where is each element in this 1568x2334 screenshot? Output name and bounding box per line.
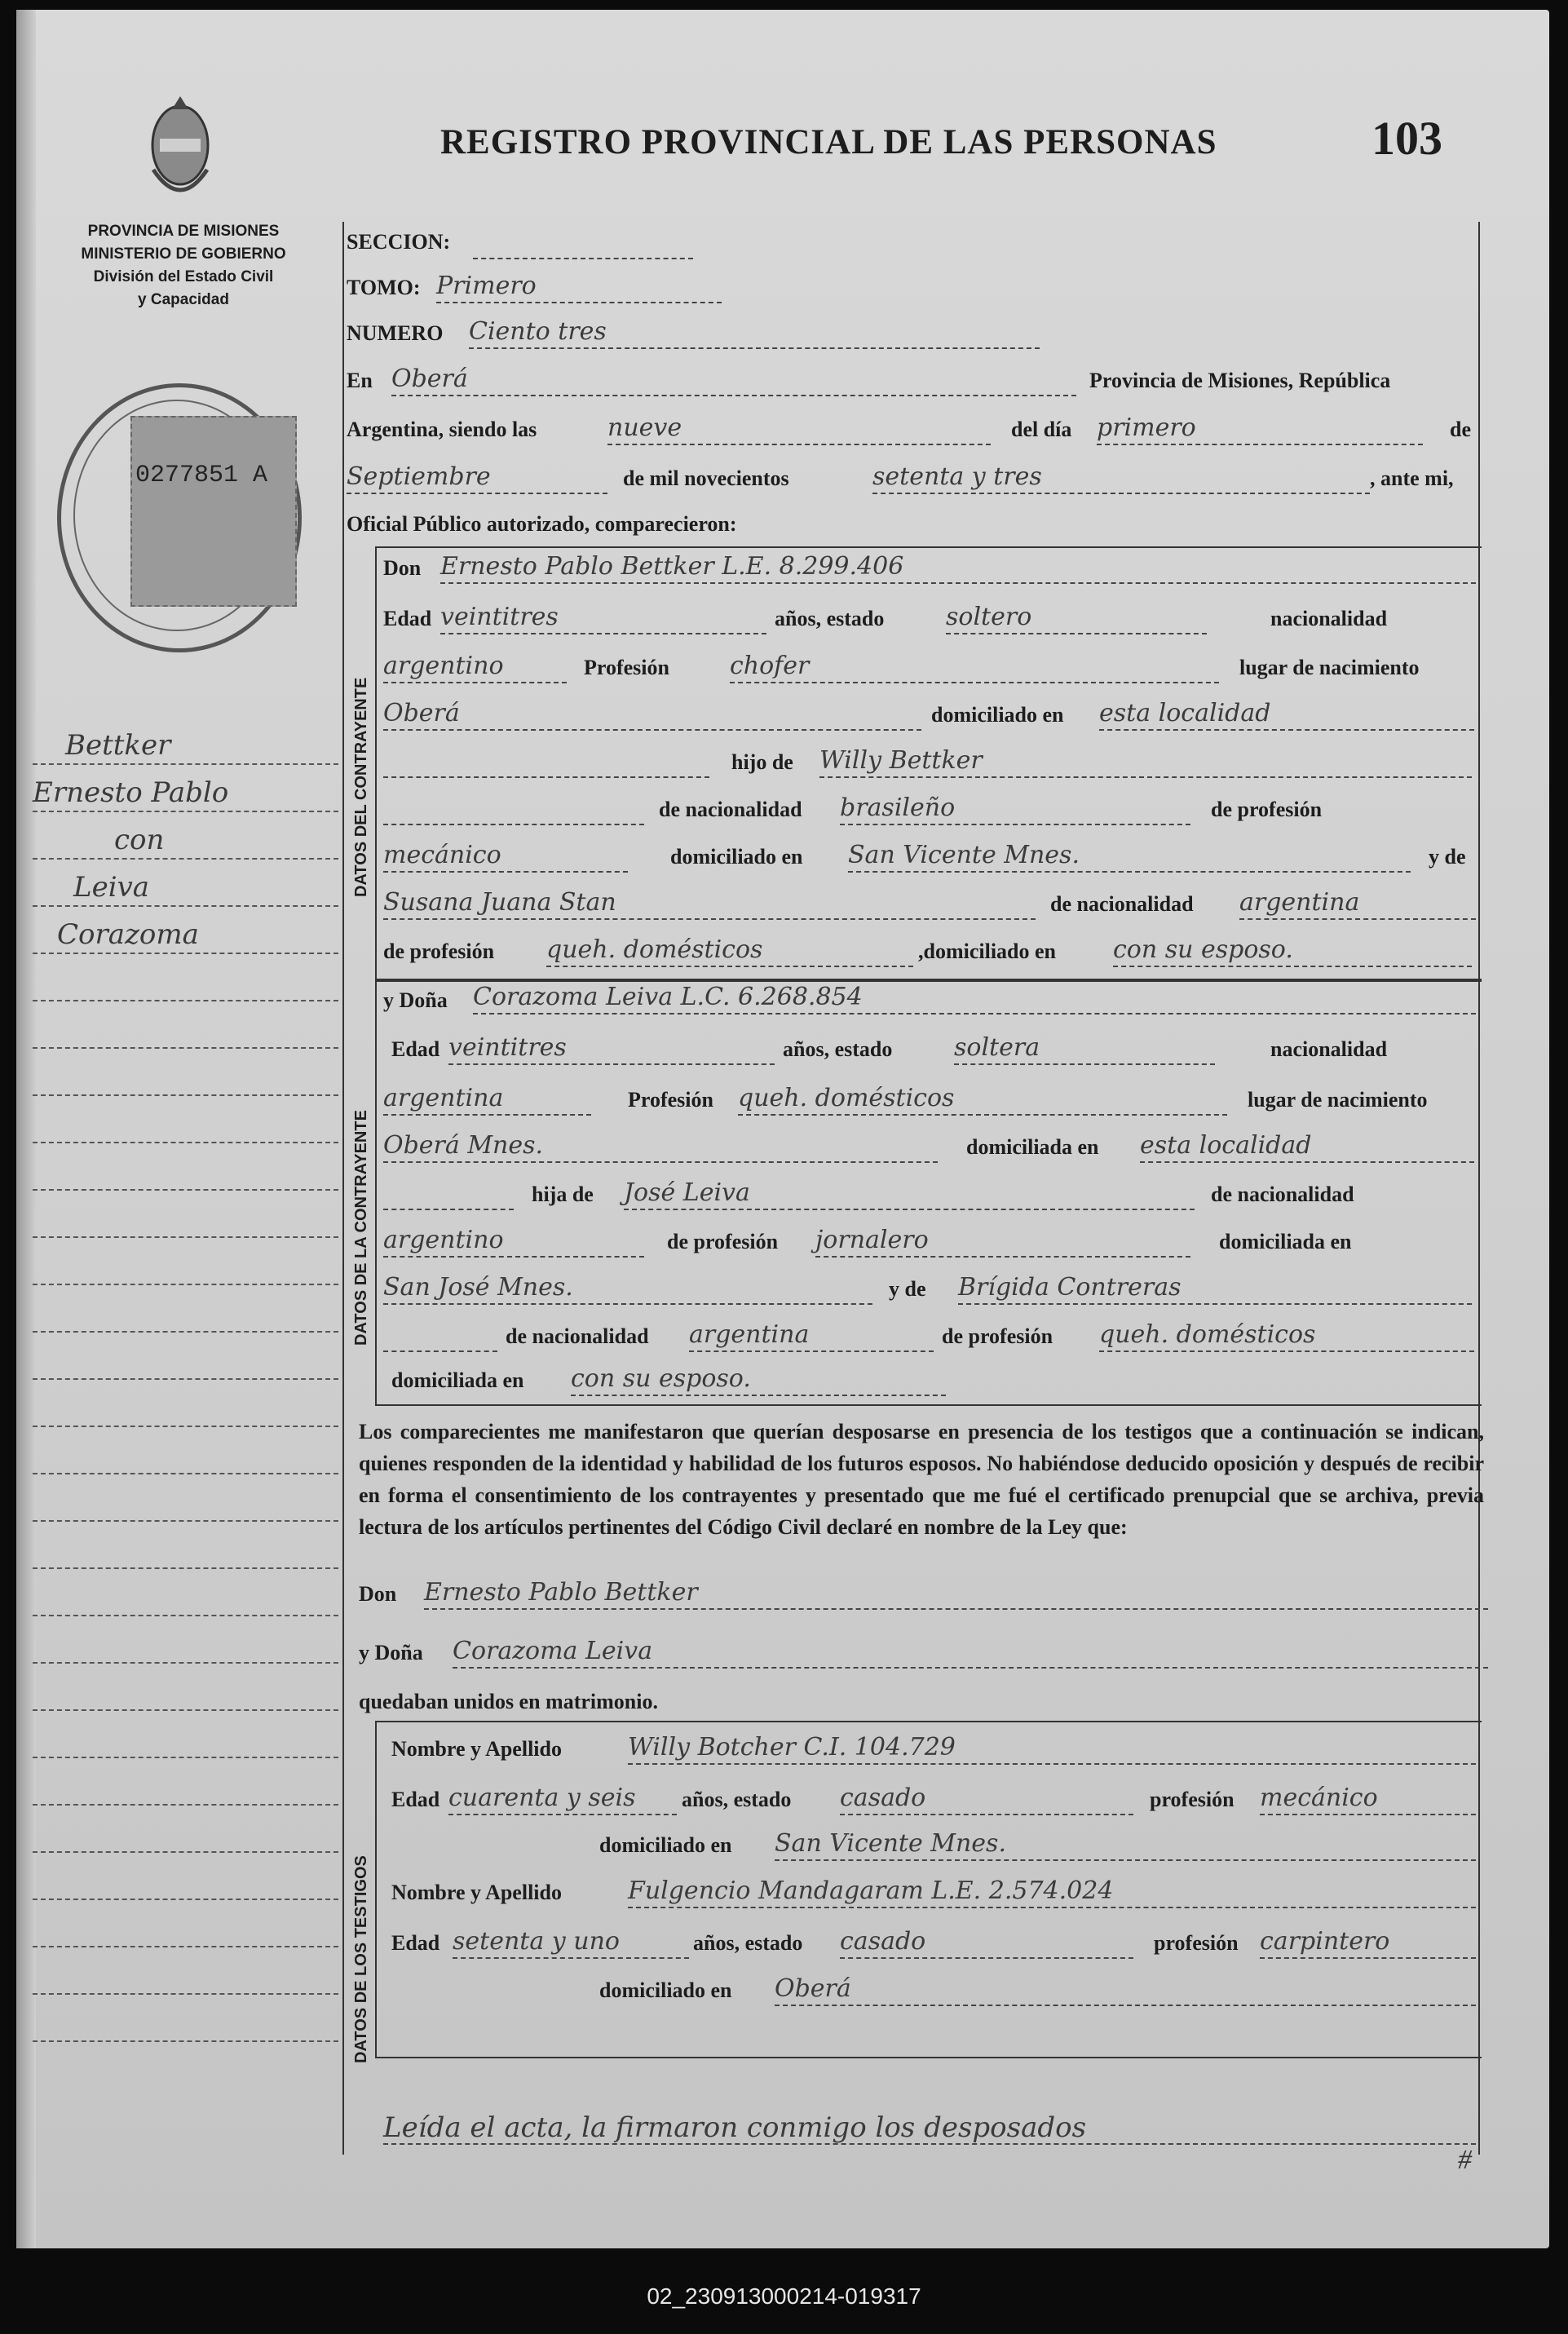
testigo2-estado-field[interactable]: casado [840,1928,1133,1959]
margin-line [33,1096,338,1143]
contrayenta-padre-field[interactable]: José Leiva [624,1179,1195,1210]
madre-nacionalidad-label: de nacionalidad [1050,892,1194,916]
contrayente-padre-nacionalidad-field[interactable]: brasileño [840,794,1190,825]
t2-profesion-label: profesión [1154,1931,1239,1955]
seccion-field[interactable] [473,228,693,259]
provincia-text: Provincia de Misiones, República [1089,369,1391,392]
margin-line [33,1333,338,1380]
madre-domiciliada-label: domiciliada en [391,1368,524,1392]
declaration-text: Los comparecientes me manifestaron que querían desposarse en presencia de los testigos que a continuación se indican, quienes responden de la identidad y habilidad de los futuros esposos. No habiéndose deducido oposición y después de recibir en forma el consentimiento de los contrayentes y presentado que me fué el certificado prenupcial que se archiva, previa lectura de los artículos pertinentes del Código Civil declaré en nombre de la Ley que: [359,1420,1484,1539]
t2-name-label: Nombre y Apellido [391,1881,562,1904]
contrayenta-padre-profesion-field[interactable]: jornalero [815,1227,1190,1258]
hora-field[interactable]: nueve [607,414,991,445]
dia-field[interactable]: primero [1097,414,1423,445]
contrayenta-madre-domicilio-field[interactable]: con su esposo. [571,1365,946,1396]
margin-note-surname: Bettker [65,729,171,762]
t1-profesion-label: profesión [1150,1788,1235,1811]
contrayenta-madre-field[interactable]: Brígida Contreras [958,1274,1472,1305]
argentina-label: Argentina, siendo las [347,418,537,441]
margin-line [33,1380,338,1427]
margin-note-bride-surname: Leiva [73,871,150,904]
contrayenta-madre-profesion-field[interactable]: queh. domésticos [1099,1321,1474,1352]
contrayenta-profesion-field[interactable]: queh. domésticos [738,1085,1227,1116]
numero-label: NUMERO [347,321,444,345]
issuer-province: PROVINCIA DE MISIONES [87,223,280,240]
margin-note-bride-name: Corazoma [57,918,199,951]
testigo1-name-field[interactable]: Willy Botcher C.I. 104.729 [628,1734,1476,1765]
margin-line [33,1947,338,1995]
tomo-field[interactable]: Primero [436,272,722,303]
margin-line [33,718,338,765]
padre-domiciliado-label: domiciliado en [670,845,803,869]
contrayente-name-field[interactable]: Ernesto Pablo Bettker L.E. 8.299.406 [440,553,1476,584]
blank-field [383,1179,514,1210]
t1-name-label: Nombre y Apellido [391,1737,562,1761]
revenue-stamp [130,416,297,607]
margin-line [33,860,338,907]
t2-anios-label: años, estado [693,1931,803,1955]
dona-label: y Doña [383,988,448,1012]
page-number: 103 [1371,112,1442,165]
testigo2-domicilio-field[interactable]: Oberá [775,1975,1476,2006]
margin-line [33,907,338,954]
mes-field[interactable]: Septiembre [347,463,607,494]
contrayenta-madre-nacionalidad-field[interactable]: argentina [689,1321,934,1352]
coat-of-arms-icon [145,88,215,210]
margin-line [33,1758,338,1806]
margin-line [33,1853,338,1900]
margin-line [33,1143,338,1191]
lugar-nacimiento-label: lugar de nacimiento [1239,656,1420,679]
contrayente-padre-profesion-field[interactable]: mecánico [383,842,628,873]
contrayente-edad-field[interactable]: veintitres [440,603,766,634]
margin-line [33,1995,338,2042]
margin-line [33,1616,338,1664]
anios-estado-label: años, estado [775,607,885,630]
edad-label: Edad [391,1037,440,1061]
padre-profesion-label: de profesión [667,1230,779,1253]
tomo-label: TOMO: [347,276,421,299]
t1-anios-label: años, estado [682,1788,792,1811]
issuer-capacity: y Capacidad [138,291,229,308]
don-label: Don [383,556,422,580]
blank-field [383,1321,497,1352]
t2-domicilio-label: domiciliado en [599,1978,732,2002]
testigo2-profesion-field[interactable]: carpintero [1260,1928,1476,1959]
decl-don-label: Don [359,1582,397,1606]
margin-line [33,1285,338,1333]
ante-label: , ante mi, [1370,466,1454,490]
revenue-stamp-number: 0277851 A [135,462,268,489]
domiciliada-label: domiciliada en [966,1135,1099,1159]
contrayenta-domicilio-field[interactable]: esta localidad [1140,1132,1474,1163]
contrayente-profesion-field[interactable]: chofer [730,652,1219,683]
madre-profesion-label: de profesión [942,1324,1053,1348]
margin-line [33,1238,338,1285]
end-mark: # [1458,2145,1472,2175]
blank-field [383,794,644,825]
testigos-section-label: DATOS DE LOS TESTIGOS [352,1855,370,2063]
decl-result: quedaban unidos en matrimonio. [359,1690,658,1713]
oficial-label: Oficial Público autorizado, comparecieron: [347,512,737,536]
t2-edad-label: Edad [391,1931,440,1955]
t1-domicilio-label: domiciliado en [599,1833,732,1857]
numero-field[interactable]: Ciento tres [469,318,1040,349]
contrayenta-name-field[interactable]: Corazoma Leiva L.C. 6.268.854 [473,984,1476,1014]
contrayenta-padre-nacionalidad-field[interactable]: argentino [383,1227,644,1258]
contrayente-madre-nacionalidad-field[interactable]: argentina [1239,889,1476,920]
margin-note-name: Ernesto Pablo [33,776,229,809]
margin-line [33,1711,338,1758]
margin-line [33,1664,338,1711]
margin-line [33,1806,338,1853]
hijo-label: hijo de [731,750,793,774]
contrayenta-section-label: DATOS DE LA CONTRAYENTE [352,1110,370,1346]
contrayente-domicilio-field[interactable]: esta localidad [1099,700,1474,731]
testigo1-domicilio-field[interactable]: San Vicente Mnes. [775,1830,1476,1861]
decl-dona-label: y Doña [359,1641,423,1664]
testigo1-edad-field[interactable]: cuarenta y seis [448,1784,677,1815]
issuer-block [41,220,326,312]
issuer-division: División del Estado Civil [93,268,274,285]
contrayenta-estado-field[interactable]: soltera [954,1034,1215,1065]
testigo1-estado-field[interactable]: casado [840,1784,1133,1815]
blank-field [383,747,709,778]
de-label: de [1450,418,1471,441]
contrayenta-padre-domicilio-field[interactable]: San José Mnes. [383,1274,872,1305]
en-label: En [347,369,373,392]
contrayente-padre-field[interactable]: Willy Bettker [819,747,1472,778]
page-title: REGISTRO PROVINCIAL DE LAS PERSONAS [440,123,1217,161]
contrayente-estado-field[interactable]: soltero [946,603,1207,634]
mil-label: de mil novecientos [623,466,789,490]
margin-line [33,1900,338,1947]
y-de-label: y de [1429,845,1466,869]
testigo2-name-field[interactable]: Fulgencio Mandagaram L.E. 2.574.024 [628,1877,1476,1908]
margin-line [33,1001,338,1049]
profesion-label: Profesión [584,656,669,679]
contrayente-madre-field[interactable]: Susana Juana Stan [383,889,1036,920]
contrayente-madre-domicilio-field[interactable]: con su esposo. [1113,936,1472,967]
contrayente-section-label: DATOS DEL CONTRAYENTE [352,677,370,897]
contrayenta-edad-field[interactable]: veintitres [448,1034,775,1065]
contrayente-lugar-field[interactable]: Oberá [383,700,921,731]
testigo1-profesion-field[interactable]: mecánico [1260,1784,1476,1815]
contrayenta-nacionalidad-field[interactable]: argentina [383,1085,591,1116]
madre-domiciliado-label: ,domiciliado en [918,939,1057,963]
margin-notes [33,718,338,2042]
domiciliado-label: domiciliado en [931,703,1064,727]
lugar-acta-field[interactable]: Oberá [391,365,1076,396]
anios-estado-label: años, estado [783,1037,893,1061]
contrayente-padre-domicilio-field[interactable]: San Vicente Mnes. [848,842,1411,873]
margin-line [33,812,338,860]
y-de-label: y de [889,1277,926,1301]
margin-line [33,1191,338,1238]
hija-label: hija de [532,1182,594,1206]
contrayente-madre-profesion-field[interactable]: queh. domésticos [546,936,913,967]
closing-line: Leída el acta, la firmaron conmigo los desposados [383,2114,1476,2145]
padre-nacionalidad-label: de nacionalidad [659,798,802,821]
t1-edad-label: Edad [391,1788,440,1811]
margin-line [33,1522,338,1569]
margin-line [33,1049,338,1096]
contrayente-nacionalidad-field[interactable]: argentino [383,652,567,683]
contrayenta-lugar-field[interactable]: Oberá Mnes. [383,1132,938,1163]
lugar-nacimiento-label: lugar de nacimiento [1248,1088,1428,1112]
nacionalidad-label: nacionalidad [1270,1037,1388,1061]
profesion-label: Profesión [628,1088,713,1112]
margin-note-con: con [114,824,165,856]
decl-groom-field[interactable]: Ernesto Pablo Bettker [424,1579,1488,1610]
madre-profesion-label: de profesión [383,939,495,963]
image-id-caption: 02_230913000214-019317 [647,2283,921,2309]
margin-line [33,1474,338,1522]
issuer-ministry: MINISTERIO DE GOBIERNO [81,245,286,263]
seccion-label: SECCION: [347,230,451,254]
anio-field[interactable]: setenta y tres [872,463,1370,494]
margin-line [33,1427,338,1474]
decl-bride-field[interactable]: Corazoma Leiva [453,1638,1488,1669]
margin-line [33,765,338,812]
padre-domiciliada-label: domiciliada en [1219,1230,1352,1253]
madre-nacionalidad-label: de nacionalidad [506,1324,649,1348]
padre-profesion-label: de profesión [1211,798,1323,821]
nacionalidad-label: nacionalidad [1270,607,1388,630]
edad-label: Edad [383,607,432,630]
margin-line [33,1569,338,1616]
testigo2-edad-field[interactable]: setenta y uno [453,1928,689,1959]
padre-nacionalidad-label: de nacionalidad [1211,1182,1354,1206]
margin-line [33,954,338,1001]
del-dia-label: del día [1011,418,1072,441]
